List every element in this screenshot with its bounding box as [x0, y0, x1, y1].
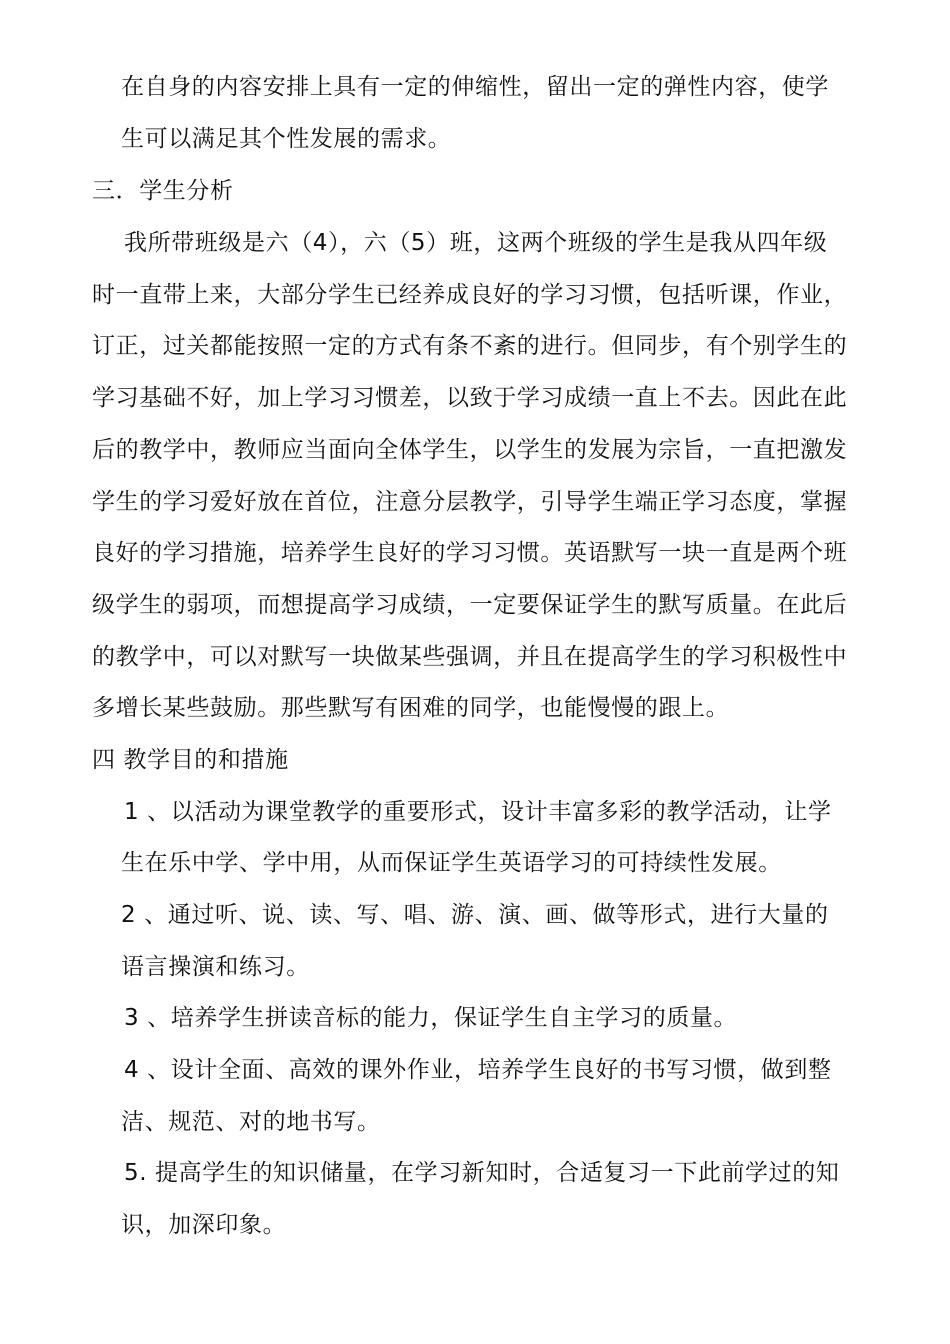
paragraph-line: 的教学中，可以对默写一块做某些强调，并且在提高学生的学习积极性中 — [92, 644, 848, 670]
intro-line-1: 在自身的内容安排上具有一定的伸缩性，留出一定的弹性内容，使学 — [121, 74, 829, 100]
paragraph-line: 我所带班级是六（4），六（5）班，这两个班级的学生是我从四年级 — [124, 230, 828, 256]
paragraph-line: 多增长某些鼓励。那些默写有困难的同学，也能慢慢的跟上。 — [92, 695, 730, 721]
list-item-1-line-2: 生在乐中学、学中用，从而保证学生英语学习的可持续性发展。 — [121, 850, 782, 876]
paragraph-line: 订正，过关都能按照一定的方式有条不紊的进行。但同步，有个别学生的 — [92, 333, 848, 359]
paragraph-line: 级学生的弱项，而想提高学习成绩，一定要保证学生的默写质量。在此后 — [92, 592, 848, 618]
paragraph-line: 良好的学习措施，培养学生良好的学习习惯。英语默写一块一直是两个班 — [92, 540, 848, 566]
list-item-5-line-1: 5. 提高学生的知识储量，在学习新知时，合适复习一下此前学过的知 — [124, 1160, 840, 1186]
intro-line-2: 生可以满足其个性发展的需求。 — [121, 126, 452, 152]
paragraph-line: 时一直带上来，大部分学生已经养成良好的学习习惯，包括听课，作业， — [92, 282, 848, 308]
list-item-3-line-1: 3 、培养学生拼读音标的能力，保证学生自主学习的质量。 — [124, 1005, 738, 1031]
list-item-1-line-1: 1 、以活动为课堂教学的重要形式，设计丰富多彩的教学活动，让学 — [124, 799, 832, 825]
paragraph-line: 学习基础不好，加上学习习惯差，以致于学习成绩一直上不去。因此在此 — [92, 385, 848, 411]
section-heading-teaching-goals: 四 教学目的和措施 — [92, 747, 289, 773]
list-item-5-line-2: 识，加深印象。 — [121, 1212, 287, 1238]
paragraph-line: 后的教学中，教师应当面向全体学生，以学生的发展为宗旨，一直把激发 — [92, 437, 848, 463]
list-item-4-line-2: 洁、规范、对的地书写。 — [121, 1109, 381, 1135]
list-item-2-line-1: 2 、通过听、说、读、写、唱、游、演、画、做等形式，进行大量的 — [121, 902, 829, 928]
list-item-4-line-1: 4 、设计全面、高效的课外作业，培养学生良好的书写习惯，做到整 — [124, 1057, 832, 1083]
list-item-2-line-2: 语言操演和练习。 — [121, 954, 310, 980]
paragraph-line: 学生的学习爱好放在首位，注意分层教学，引导学生端正学习态度，掌握 — [92, 489, 848, 515]
section-heading-student-analysis: 三．学生分析 — [92, 178, 234, 204]
